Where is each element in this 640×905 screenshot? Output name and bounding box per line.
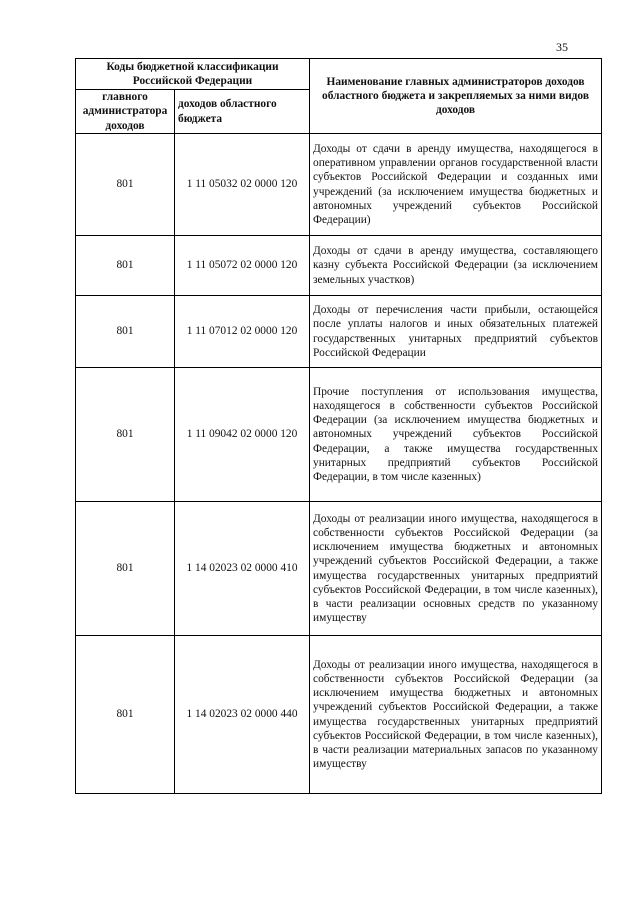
header-codes-group: Коды бюджетной классификации Российской Федерации bbox=[76, 59, 310, 90]
admin-code-cell: 801 bbox=[76, 134, 175, 236]
income-name-cell: Доходы от перечисления части прибыли, остающейся после уплаты налогов и иных обязательных платежей государственных унитарных предприятий субъектов Российской Федерации bbox=[310, 296, 602, 368]
admin-code-cell: 801 bbox=[76, 236, 175, 296]
page-number: 35 bbox=[556, 40, 568, 54]
table-row bbox=[76, 368, 602, 502]
admin-code-cell: 801 bbox=[76, 368, 175, 502]
income-code-cell: 1 11 07012 02 0000 120 bbox=[175, 296, 310, 368]
header-admin-column: главного администратора доходов bbox=[76, 90, 175, 134]
income-name-cell: Доходы от сдачи в аренду имущества, находящегося в оперативном управлении органов государственной власти субъектов Российской Федерации и созданных ими учреждений (за исключением имущества бюджетных и автономных учреждений субъектов Российской Федерации) bbox=[310, 134, 602, 236]
income-code-cell: 1 11 05032 02 0000 120 bbox=[175, 134, 310, 236]
table-body bbox=[76, 134, 602, 794]
income-code-cell: 1 11 09042 02 0000 120 bbox=[175, 368, 310, 502]
admin-code-cell: 801 bbox=[76, 636, 175, 794]
admin-code-cell: 801 bbox=[76, 502, 175, 636]
income-code-cell: 1 14 02023 02 0000 440 bbox=[175, 636, 310, 794]
income-code-cell: 1 14 02023 02 0000 410 bbox=[175, 502, 310, 636]
income-code-cell: 1 11 05072 02 0000 120 bbox=[175, 236, 310, 296]
table-row bbox=[76, 502, 602, 636]
header-name-column: Наименование главных администраторов доходов областного бюджета и закрепляемых за ними видов доходов bbox=[310, 59, 602, 134]
income-name-cell: Прочие поступления от использования имущества, находящегося в собственности субъектов Российской Федерации (за исключением имущества бюджетных и автономных учреждений субъектов Российской Федерации, а также имущества государственных унитарных предприятий субъектов Российской Федерации, в том числе казенных) bbox=[310, 368, 602, 502]
table-row bbox=[76, 236, 602, 296]
budget-classification-table bbox=[75, 58, 602, 794]
admin-code-cell: 801 bbox=[76, 296, 175, 368]
table-row bbox=[76, 636, 602, 794]
table-row bbox=[76, 134, 602, 236]
income-name-cell: Доходы от реализации иного имущества, находящегося в собственности субъектов Российской Федерации (за исключением имущества бюджетных и автономных учреждений субъектов Российской Федерации, а также имущества государственных унитарных предприятий субъектов Российской Федерации, в том числе казенных), в части реализации материальных запасов по указанному имуществу bbox=[310, 636, 602, 794]
income-name-cell: Доходы от реализации иного имущества, находящегося в собственности субъектов Российской Федерации (за исключением имущества бюджетных и автономных учреждений субъектов Российской Федерации, а также имущества государственных унитарных предприятий субъектов Российской Федерации, в том числе казенных), в части реализации основных средств по указанному имуществу bbox=[310, 502, 602, 636]
table-row bbox=[76, 296, 602, 368]
income-name-cell: Доходы от сдачи в аренду имущества, составляющего казну субъекта Российской Федерации (за исключением земельных участков) bbox=[310, 236, 602, 296]
header-income-column: доходов областного бюджета bbox=[175, 90, 310, 134]
